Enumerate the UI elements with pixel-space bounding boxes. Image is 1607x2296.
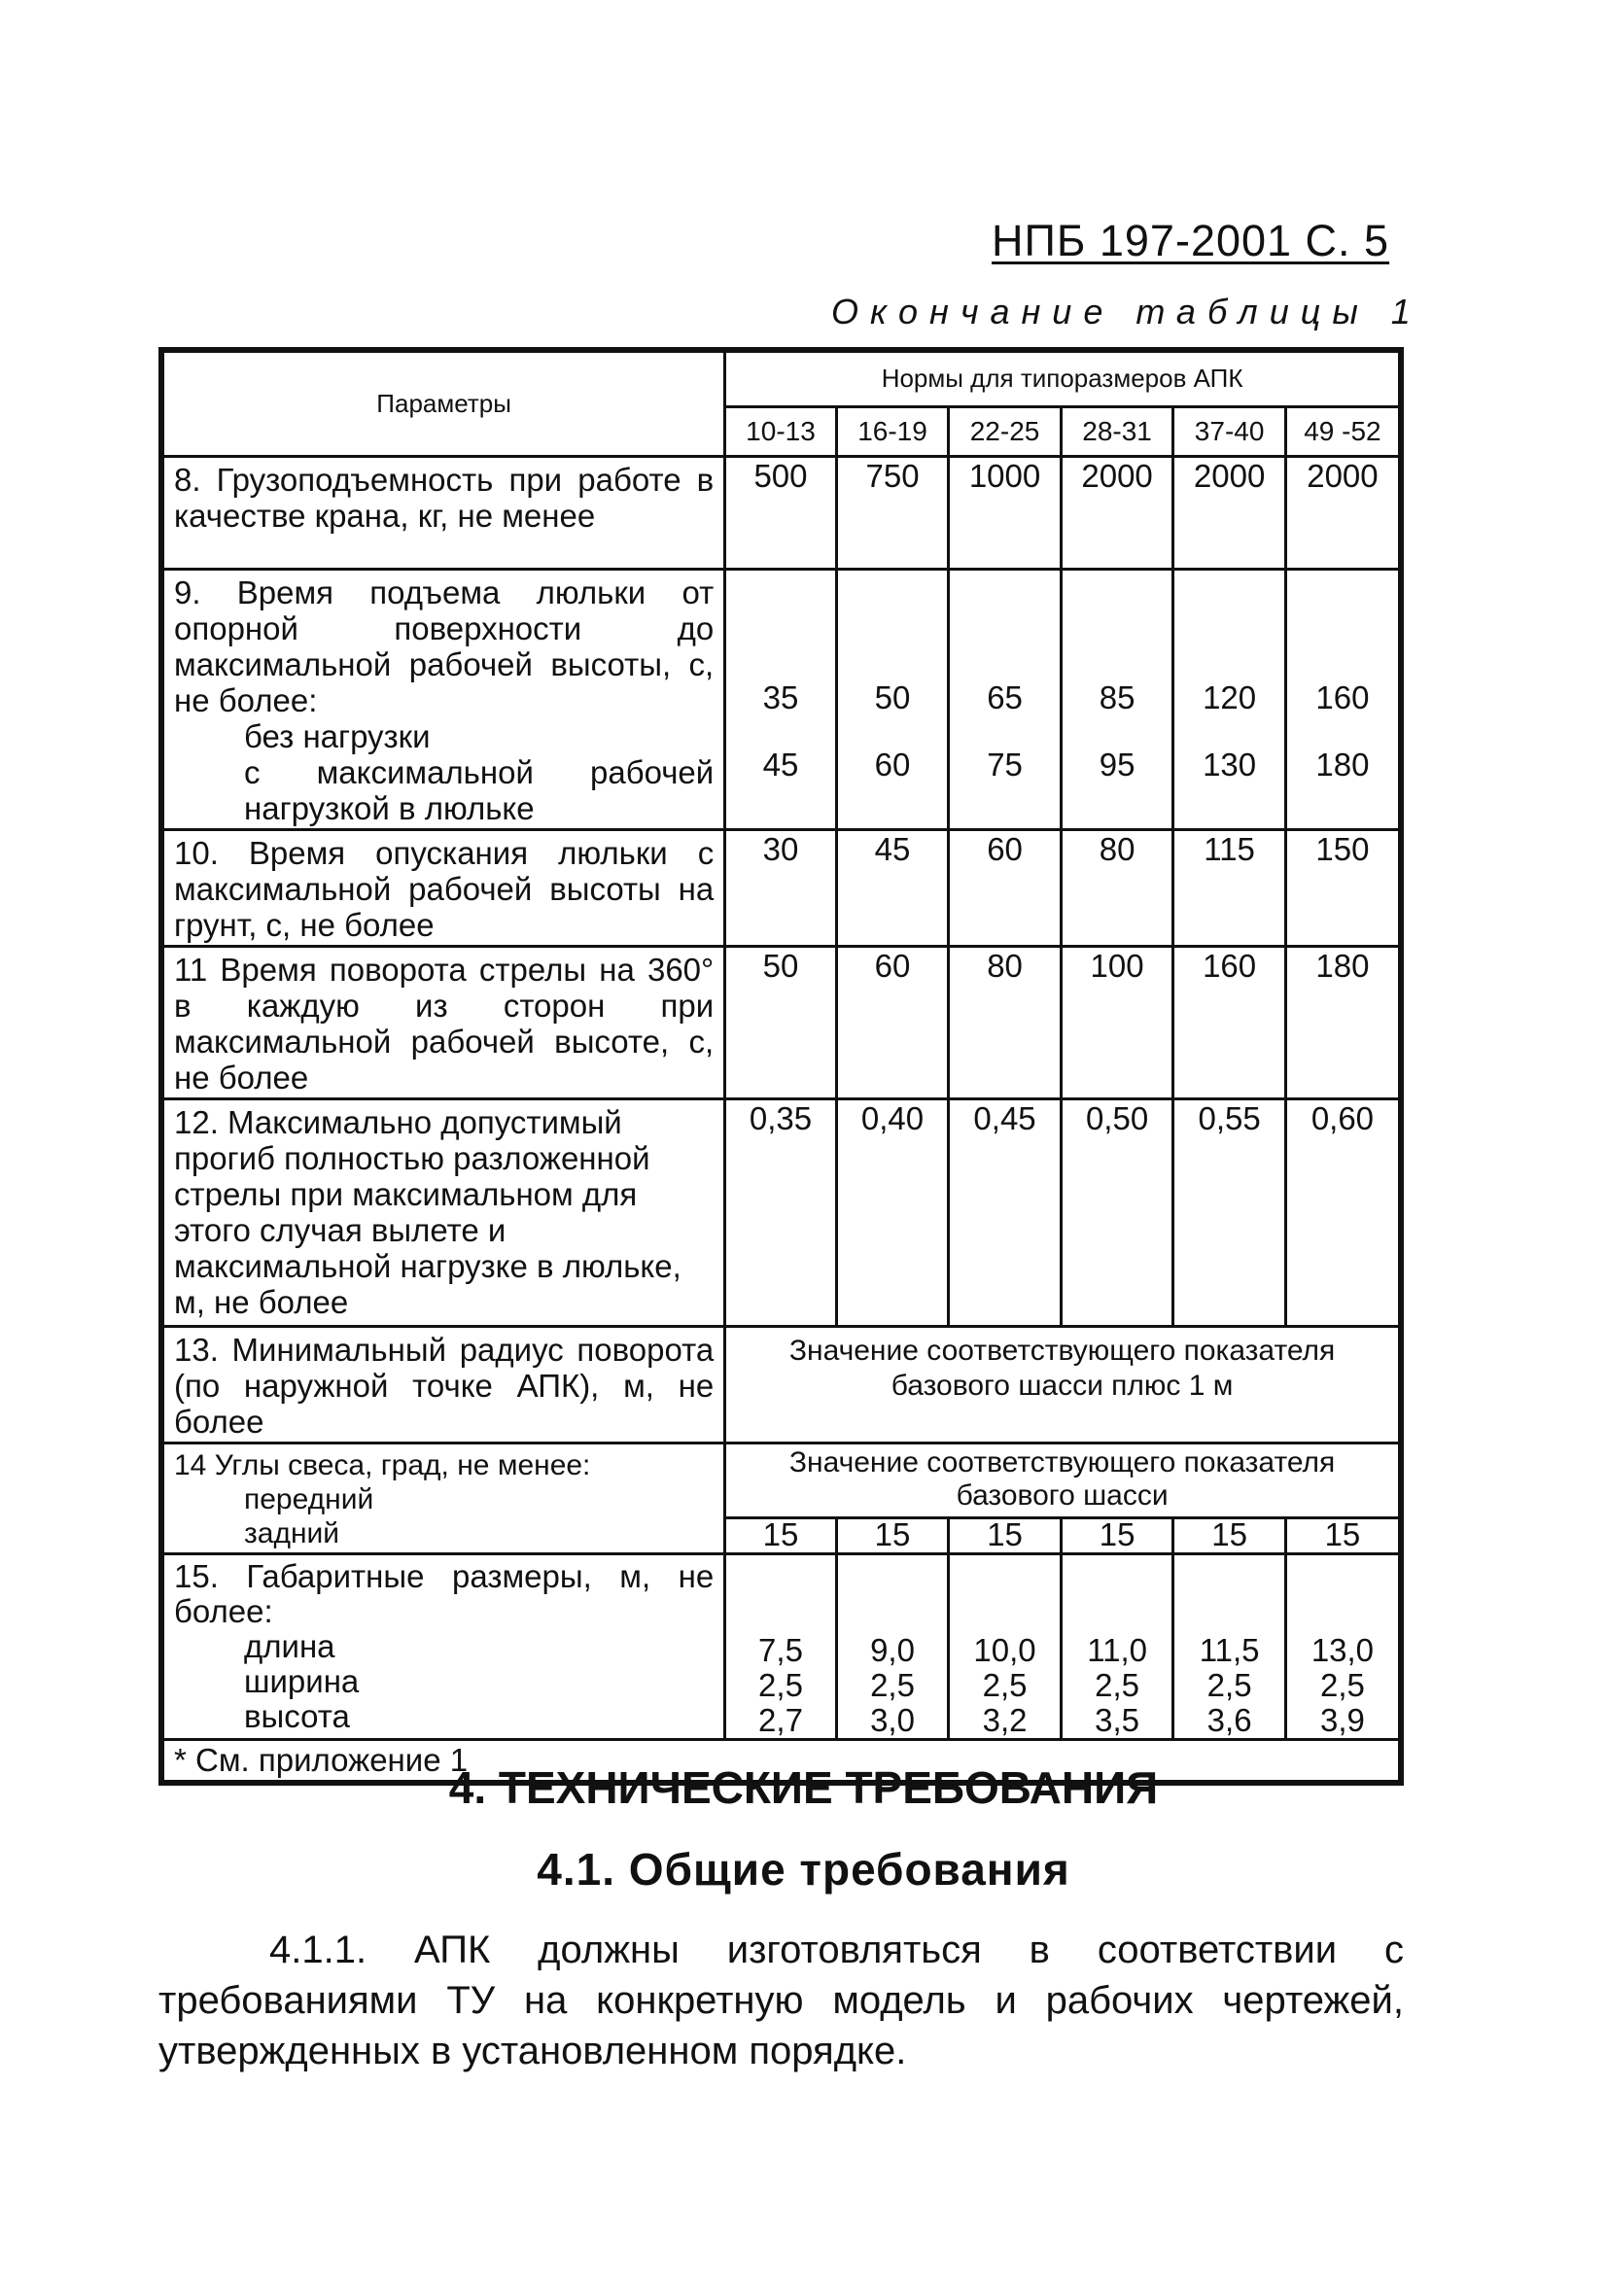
param-subitem: без нагрузки — [244, 717, 431, 754]
table-row — [161, 946, 1401, 1098]
value-cell: 80 — [949, 946, 1062, 1098]
value-cell: 0,40 — [836, 1098, 949, 1326]
value-cell — [1285, 569, 1401, 829]
param-cell — [161, 1443, 725, 1553]
value-cell: 1000 — [949, 456, 1062, 569]
value-cell: 15 — [725, 1517, 837, 1553]
table-row — [161, 1098, 1401, 1326]
value-cell: 2000 — [1285, 456, 1401, 569]
param-subitem: задний — [244, 1516, 340, 1549]
value-b: 75 — [987, 746, 1023, 783]
value-cell: 45 — [836, 829, 949, 946]
value-cell: 0,45 — [949, 1098, 1062, 1326]
merged-value-cell: Значение соответствующего показателя базового шасси плюс 1 м — [725, 1326, 1401, 1443]
length-value: 11,5 — [1199, 1631, 1260, 1668]
value-cell: 180 — [1285, 946, 1401, 1098]
value-b: 45 — [762, 746, 799, 783]
param-text: 15. Габаритные размеры, м, не более: — [174, 1557, 715, 1629]
table-row — [161, 829, 1401, 946]
param-cell: 12. Максимально допустимый прогиб полностью разложенной стрелы при максимальном для этого случая вылете и максимальной нагрузке в люльке, м, не более — [161, 1098, 725, 1326]
size-header: 22-25 — [949, 406, 1062, 456]
table-caption: Окончание таблицы 1 — [831, 292, 1422, 331]
param-subitem: ширина — [244, 1662, 360, 1699]
value-cell: 150 — [1285, 829, 1401, 946]
value-cell — [836, 1553, 949, 1739]
table-row — [161, 1326, 1401, 1443]
value-cell: 80 — [1061, 829, 1173, 946]
merged-value-cell: Значение соответствующего показателя базового шасси — [725, 1443, 1401, 1517]
param-subitem: с максимальной рабочей нагрузкой в люльке — [244, 753, 715, 826]
page-header — [992, 216, 1389, 266]
height-value: 2,7 — [758, 1701, 803, 1738]
value-cell: 500 — [725, 456, 837, 569]
value-cell: 50 — [725, 946, 837, 1098]
value-cell — [949, 569, 1062, 829]
param-cell: 8. Грузоподъемность при работе в качестве крана, кг, не менее — [161, 456, 725, 569]
value-a: 160 — [1315, 678, 1370, 715]
value-cell — [949, 1553, 1062, 1739]
value-cell — [725, 1553, 837, 1739]
norms-header: Нормы для типоразмеров АПК — [725, 350, 1401, 406]
height-value: 3,2 — [982, 1701, 1028, 1738]
table-row — [161, 456, 1401, 569]
param-subitem: высота — [244, 1697, 350, 1734]
param-cell: 11 Время поворота стрелы на 360° в каждую из сторон при максимальной рабочей высоте, с, не более — [161, 946, 725, 1098]
value-cell — [1173, 569, 1286, 829]
value-cell: 0,55 — [1173, 1098, 1286, 1326]
param-subitem: длина — [244, 1627, 335, 1664]
param-header: Параметры — [161, 350, 725, 456]
value-b: 180 — [1315, 746, 1370, 783]
size-header: 16-19 — [836, 406, 949, 456]
value-cell — [1061, 1553, 1173, 1739]
value-cell: 750 — [836, 456, 949, 569]
value-cell: 0,35 — [725, 1098, 837, 1326]
value-cell: 60 — [836, 946, 949, 1098]
length-value: 10,0 — [973, 1631, 1036, 1668]
height-value: 3,6 — [1206, 1701, 1252, 1738]
table-row — [161, 1553, 1401, 1739]
value-cell: 2000 — [1061, 456, 1173, 569]
value-b: 95 — [1099, 746, 1135, 783]
section-title: 4. ТЕХНИЧЕСКИЕ ТРЕБОВАНИЯ — [448, 1762, 1159, 1813]
param-text: 9. Время подъема люльки от опорной поверхности до максимальной рабочей высоты, с, не более: — [174, 574, 715, 718]
width-value: 2,5 — [1320, 1666, 1365, 1703]
value-cell: 0,60 — [1285, 1098, 1401, 1326]
value-cell: 115 — [1173, 829, 1286, 946]
value-b: 60 — [874, 746, 911, 783]
value-cell: 15 — [1173, 1517, 1286, 1553]
table-row — [161, 569, 1401, 829]
value-cell: 30 — [725, 829, 837, 946]
height-value: 3,5 — [1095, 1701, 1140, 1738]
size-header: 10-13 — [725, 406, 837, 456]
length-value: 11,0 — [1087, 1631, 1147, 1668]
size-header: 49 -52 — [1285, 406, 1401, 456]
value-a: 120 — [1203, 678, 1257, 715]
length-value: 9,0 — [870, 1631, 915, 1668]
width-value: 2,5 — [1206, 1666, 1252, 1703]
width-value: 2,5 — [758, 1666, 803, 1703]
value-cell — [1285, 1553, 1401, 1739]
value-cell: 15 — [836, 1517, 949, 1553]
size-header: 28-31 — [1061, 406, 1173, 456]
table-row — [161, 1443, 1401, 1517]
doc-code: НПБ 197-2001 С. 5 — [992, 216, 1390, 265]
width-value: 2,5 — [1095, 1666, 1140, 1703]
value-cell — [725, 569, 837, 829]
table-footnote: * См. приложение 1 — [161, 1739, 1401, 1783]
value-b: 130 — [1203, 746, 1257, 783]
value-cell — [836, 569, 949, 829]
value-a: 85 — [1099, 678, 1135, 715]
param-cell: 13. Минимальный радиус поворота (по наружной точке АПК), м, не более — [161, 1326, 725, 1443]
value-cell: 2000 — [1173, 456, 1286, 569]
height-value: 3,9 — [1320, 1701, 1365, 1738]
width-value: 2,5 — [982, 1666, 1028, 1703]
value-cell — [1173, 1553, 1286, 1739]
value-a: 65 — [987, 678, 1023, 715]
param-cell — [161, 569, 725, 829]
size-header: 37-40 — [1173, 406, 1286, 456]
value-cell: 15 — [1285, 1517, 1401, 1553]
value-a: 50 — [874, 678, 911, 715]
value-cell: 160 — [1173, 946, 1286, 1098]
param-subitem: передний — [244, 1482, 374, 1515]
value-cell: 60 — [949, 829, 1062, 946]
value-cell: 15 — [949, 1517, 1062, 1553]
param-text: 14 Углы свеса, град, не менее: — [174, 1448, 591, 1481]
width-value: 2,5 — [870, 1666, 915, 1703]
value-cell: 15 — [1061, 1517, 1173, 1553]
value-cell: 0,50 — [1061, 1098, 1173, 1326]
spec-table — [158, 347, 1404, 1786]
length-value: 7,5 — [758, 1631, 803, 1668]
param-cell: 10. Время опускания люльки с максимальной рабочей высоты на грунт, с, не более — [161, 829, 725, 946]
height-value: 3,0 — [870, 1701, 915, 1738]
value-a: 35 — [762, 678, 799, 715]
param-cell — [161, 1553, 725, 1739]
body-paragraph: 4.1.1. АПК должны изготовляться в соответствии с требованиями ТУ на конкретную модель и рабочих чертежей, утвержденных в установленном порядке. — [158, 1929, 1404, 2072]
value-cell: 100 — [1061, 946, 1173, 1098]
subsection-title: 4.1. Общие требования — [537, 1844, 1070, 1895]
length-value: 13,0 — [1310, 1631, 1375, 1668]
value-cell — [1061, 569, 1173, 829]
